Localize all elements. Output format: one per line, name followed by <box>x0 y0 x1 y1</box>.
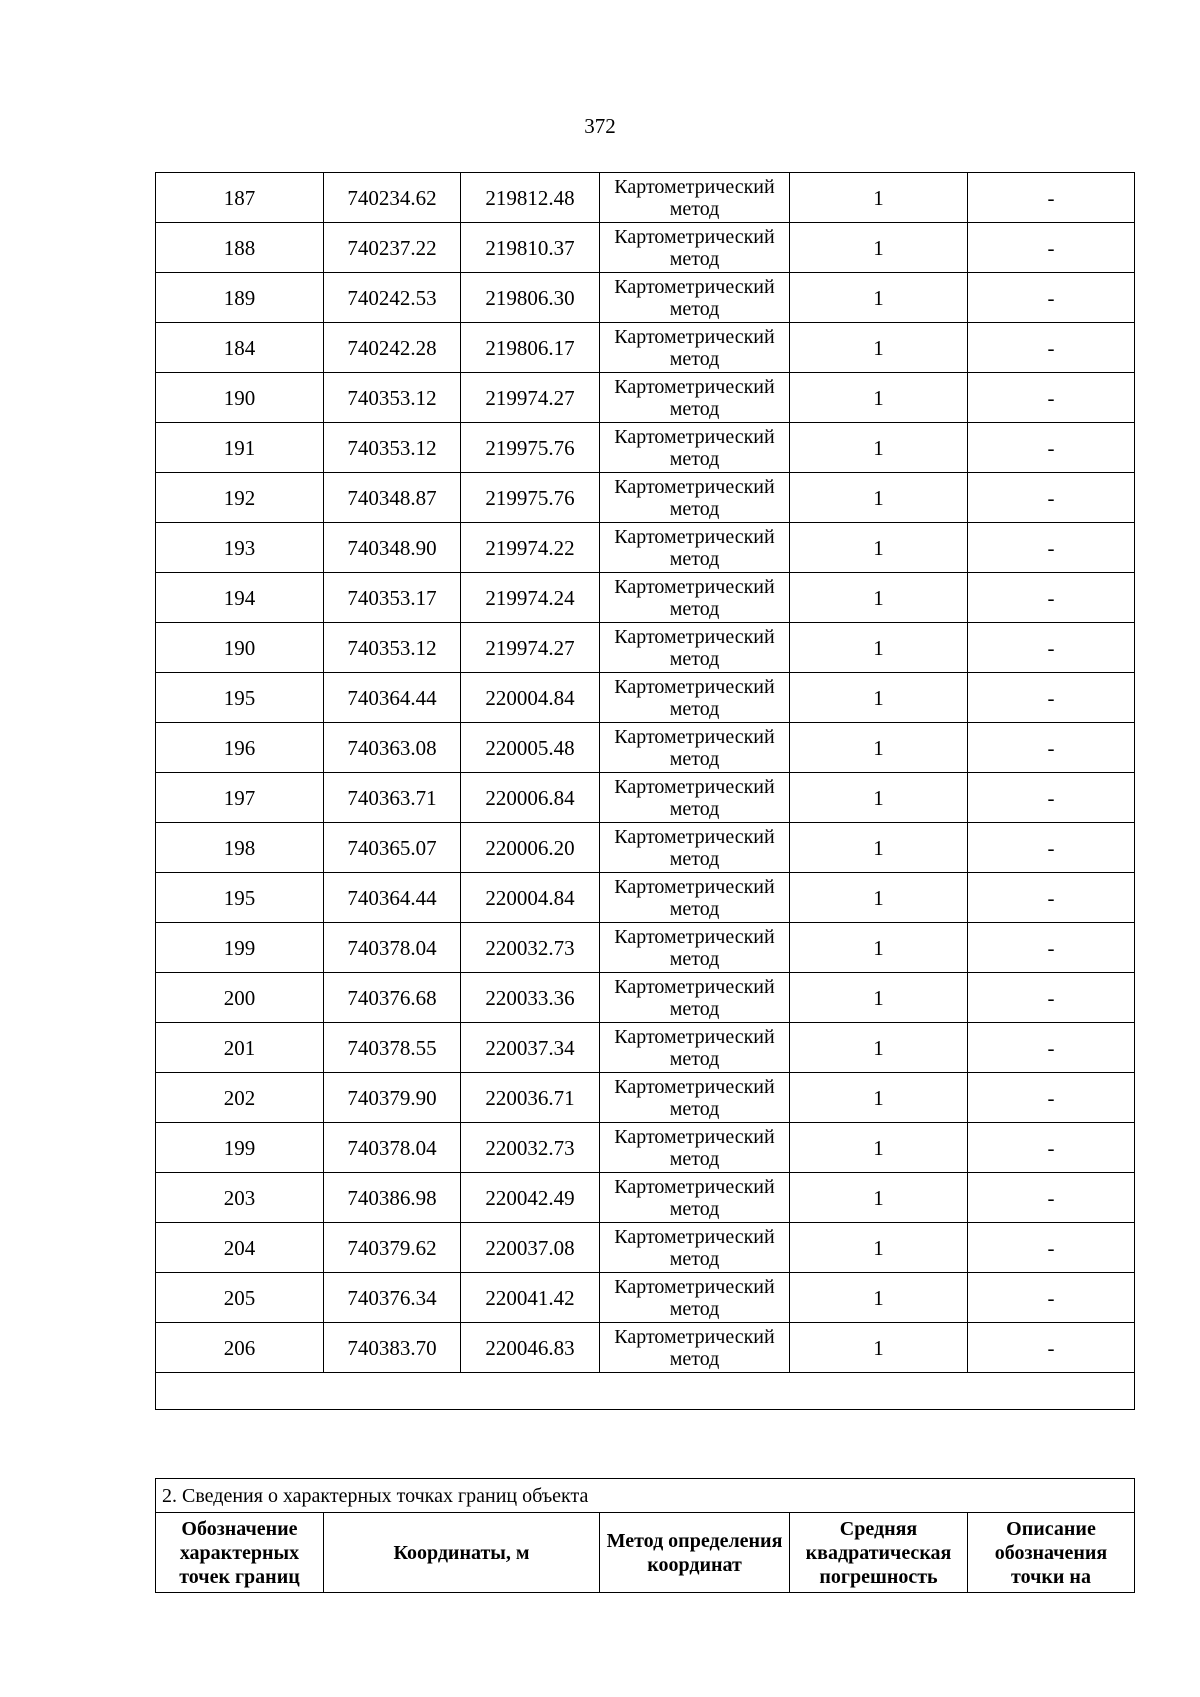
method-cell: Картометрический метод <box>600 323 790 373</box>
point-cell: 184 <box>156 323 324 373</box>
error-cell: 1 <box>790 773 968 823</box>
method-cell: Картометрический метод <box>600 923 790 973</box>
error-cell: 1 <box>790 373 968 423</box>
description-cell: - <box>968 273 1135 323</box>
x-coordinate-cell: 740378.55 <box>324 1023 461 1073</box>
error-cell: 1 <box>790 1223 968 1273</box>
y-coordinate-cell: 219806.17 <box>461 323 600 373</box>
point-cell: 200 <box>156 973 324 1023</box>
error-cell: 1 <box>790 973 968 1023</box>
x-coordinate-cell: 740378.04 <box>324 1123 461 1173</box>
y-coordinate-cell: 220032.73 <box>461 1123 600 1173</box>
description-cell: - <box>968 223 1135 273</box>
description-cell: - <box>968 1223 1135 1273</box>
error-cell: 1 <box>790 523 968 573</box>
description-cell: - <box>968 1123 1135 1173</box>
method-cell: Картометрический метод <box>600 973 790 1023</box>
method-cell: Картометрический метод <box>600 1273 790 1323</box>
point-cell: 205 <box>156 1273 324 1323</box>
header-error: Средняя квадратическая погрешность <box>790 1513 968 1593</box>
table-row <box>156 973 1135 1023</box>
table-row <box>156 1173 1135 1223</box>
error-cell: 1 <box>790 1323 968 1373</box>
description-cell: - <box>968 1273 1135 1323</box>
x-coordinate-cell: 740234.62 <box>324 173 461 223</box>
error-cell: 1 <box>790 1023 968 1073</box>
table-row <box>156 173 1135 223</box>
x-coordinate-cell: 740365.07 <box>324 823 461 873</box>
x-coordinate-cell: 740353.12 <box>324 623 461 673</box>
point-cell: 201 <box>156 1023 324 1073</box>
x-coordinate-cell: 740364.44 <box>324 873 461 923</box>
section2-table <box>155 1478 1135 1593</box>
description-cell: - <box>968 923 1135 973</box>
description-cell: - <box>968 823 1135 873</box>
error-cell: 1 <box>790 673 968 723</box>
y-coordinate-cell: 220032.73 <box>461 923 600 973</box>
x-coordinate-cell: 740379.62 <box>324 1223 461 1273</box>
point-cell: 199 <box>156 923 324 973</box>
method-cell: Картометрический метод <box>600 673 790 723</box>
x-coordinate-cell: 740379.90 <box>324 1073 461 1123</box>
y-coordinate-cell: 220004.84 <box>461 673 600 723</box>
point-cell: 198 <box>156 823 324 873</box>
point-cell: 190 <box>156 373 324 423</box>
table-row <box>156 223 1135 273</box>
section2-title-row <box>156 1479 1135 1513</box>
x-coordinate-cell: 740353.12 <box>324 423 461 473</box>
y-coordinate-cell: 219812.48 <box>461 173 600 223</box>
point-cell: 196 <box>156 723 324 773</box>
table-row <box>156 523 1135 573</box>
method-cell: Картометрический метод <box>600 873 790 923</box>
table-row <box>156 723 1135 773</box>
table-row <box>156 873 1135 923</box>
method-cell: Картометрический метод <box>600 523 790 573</box>
error-cell: 1 <box>790 723 968 773</box>
point-cell: 194 <box>156 573 324 623</box>
y-coordinate-cell: 219974.27 <box>461 623 600 673</box>
point-cell: 192 <box>156 473 324 523</box>
description-cell: - <box>968 1173 1135 1223</box>
x-coordinate-cell: 740348.87 <box>324 473 461 523</box>
point-cell: 195 <box>156 673 324 723</box>
x-coordinate-cell: 740378.04 <box>324 923 461 973</box>
y-coordinate-cell: 220046.83 <box>461 1323 600 1373</box>
error-cell: 1 <box>790 823 968 873</box>
table-row <box>156 623 1135 673</box>
error-cell: 1 <box>790 923 968 973</box>
point-cell: 195 <box>156 873 324 923</box>
table-row <box>156 273 1135 323</box>
method-cell: Картометрический метод <box>600 373 790 423</box>
y-coordinate-cell: 220037.08 <box>461 1223 600 1273</box>
description-cell: - <box>968 673 1135 723</box>
method-cell: Картометрический метод <box>600 1073 790 1123</box>
y-coordinate-cell: 220006.84 <box>461 773 600 823</box>
x-coordinate-cell: 740364.44 <box>324 673 461 723</box>
y-coordinate-cell: 220042.49 <box>461 1173 600 1223</box>
error-cell: 1 <box>790 323 968 373</box>
method-cell: Картометрический метод <box>600 723 790 773</box>
table-row <box>156 423 1135 473</box>
error-cell: 1 <box>790 223 968 273</box>
y-coordinate-cell: 220004.84 <box>461 873 600 923</box>
description-cell: - <box>968 723 1135 773</box>
description-cell: - <box>968 623 1135 673</box>
table-row <box>156 1123 1135 1173</box>
error-cell: 1 <box>790 473 968 523</box>
empty-row <box>156 1373 1135 1410</box>
description-cell: - <box>968 373 1135 423</box>
table-row <box>156 323 1135 373</box>
method-cell: Картометрический метод <box>600 1323 790 1373</box>
point-cell: 199 <box>156 1123 324 1173</box>
error-cell: 1 <box>790 273 968 323</box>
x-coordinate-cell: 740376.68 <box>324 973 461 1023</box>
method-cell: Картометрический метод <box>600 573 790 623</box>
x-coordinate-cell: 740242.53 <box>324 273 461 323</box>
x-coordinate-cell: 740353.17 <box>324 573 461 623</box>
header-coords: Координаты, м <box>324 1513 600 1593</box>
y-coordinate-cell: 219975.76 <box>461 473 600 523</box>
point-cell: 193 <box>156 523 324 573</box>
method-cell: Картометрический метод <box>600 773 790 823</box>
description-cell: - <box>968 523 1135 573</box>
x-coordinate-cell: 740376.34 <box>324 1273 461 1323</box>
method-cell: Картометрический метод <box>600 223 790 273</box>
table-row <box>156 673 1135 723</box>
error-cell: 1 <box>790 423 968 473</box>
error-cell: 1 <box>790 573 968 623</box>
method-cell: Картометрический метод <box>600 1173 790 1223</box>
y-coordinate-cell: 219975.76 <box>461 423 600 473</box>
table-row <box>156 1023 1135 1073</box>
method-cell: Картометрический метод <box>600 473 790 523</box>
method-cell: Картометрический метод <box>600 1223 790 1273</box>
y-coordinate-cell: 220036.71 <box>461 1073 600 1123</box>
description-cell: - <box>968 473 1135 523</box>
method-cell: Картометрический метод <box>600 823 790 873</box>
description-cell: - <box>968 173 1135 223</box>
error-cell: 1 <box>790 173 968 223</box>
description-cell: - <box>968 773 1135 823</box>
point-cell: 202 <box>156 1073 324 1123</box>
header-point: Обозначение характерных точек границ <box>156 1513 324 1593</box>
error-cell: 1 <box>790 623 968 673</box>
error-cell: 1 <box>790 1073 968 1123</box>
description-cell: - <box>968 873 1135 923</box>
method-cell: Картометрический метод <box>600 1023 790 1073</box>
section2-header-row <box>156 1513 1135 1593</box>
point-cell: 190 <box>156 623 324 673</box>
point-cell: 197 <box>156 773 324 823</box>
point-cell: 189 <box>156 273 324 323</box>
point-cell: 191 <box>156 423 324 473</box>
method-cell: Картометрический метод <box>600 1123 790 1173</box>
point-cell: 187 <box>156 173 324 223</box>
table-row <box>156 823 1135 873</box>
x-coordinate-cell: 740237.22 <box>324 223 461 273</box>
error-cell: 1 <box>790 1123 968 1173</box>
table-row <box>156 1323 1135 1373</box>
error-cell: 1 <box>790 1173 968 1223</box>
description-cell: - <box>968 573 1135 623</box>
table-row <box>156 773 1135 823</box>
x-coordinate-cell: 740363.08 <box>324 723 461 773</box>
x-coordinate-cell: 740348.90 <box>324 523 461 573</box>
table-row <box>156 373 1135 423</box>
table-row <box>156 1073 1135 1123</box>
y-coordinate-cell: 219974.24 <box>461 573 600 623</box>
empty-cell <box>156 1373 1135 1410</box>
header-method: Метод определения координат <box>600 1513 790 1593</box>
point-cell: 206 <box>156 1323 324 1373</box>
y-coordinate-cell: 220033.36 <box>461 973 600 1023</box>
description-cell: - <box>968 1073 1135 1123</box>
x-coordinate-cell: 740353.12 <box>324 373 461 423</box>
y-coordinate-cell: 220005.48 <box>461 723 600 773</box>
y-coordinate-cell: 219810.37 <box>461 223 600 273</box>
description-cell: - <box>968 323 1135 373</box>
point-cell: 203 <box>156 1173 324 1223</box>
y-coordinate-cell: 220041.42 <box>461 1273 600 1323</box>
method-cell: Картометрический метод <box>600 423 790 473</box>
coordinates-table <box>155 172 1135 1410</box>
description-cell: - <box>968 973 1135 1023</box>
error-cell: 1 <box>790 1273 968 1323</box>
description-cell: - <box>968 423 1135 473</box>
table-row <box>156 1223 1135 1273</box>
header-description: Описание обозначения точки на <box>968 1513 1135 1593</box>
y-coordinate-cell: 220006.20 <box>461 823 600 873</box>
table-row <box>156 473 1135 523</box>
y-coordinate-cell: 220037.34 <box>461 1023 600 1073</box>
description-cell: - <box>968 1023 1135 1073</box>
x-coordinate-cell: 740363.71 <box>324 773 461 823</box>
description-cell: - <box>968 1323 1135 1373</box>
x-coordinate-cell: 740242.28 <box>324 323 461 373</box>
page-number: 372 <box>584 114 616 138</box>
table-row <box>156 1273 1135 1323</box>
section2-title: 2. Сведения о характерных точках границ объекта <box>156 1479 1135 1513</box>
y-coordinate-cell: 219806.30 <box>461 273 600 323</box>
y-coordinate-cell: 219974.27 <box>461 373 600 423</box>
y-coordinate-cell: 219974.22 <box>461 523 600 573</box>
table-row <box>156 923 1135 973</box>
error-cell: 1 <box>790 873 968 923</box>
method-cell: Картометрический метод <box>600 623 790 673</box>
table-row <box>156 573 1135 623</box>
method-cell: Картометрический метод <box>600 173 790 223</box>
point-cell: 204 <box>156 1223 324 1273</box>
x-coordinate-cell: 740386.98 <box>324 1173 461 1223</box>
x-coordinate-cell: 740383.70 <box>324 1323 461 1373</box>
point-cell: 188 <box>156 223 324 273</box>
method-cell: Картометрический метод <box>600 273 790 323</box>
